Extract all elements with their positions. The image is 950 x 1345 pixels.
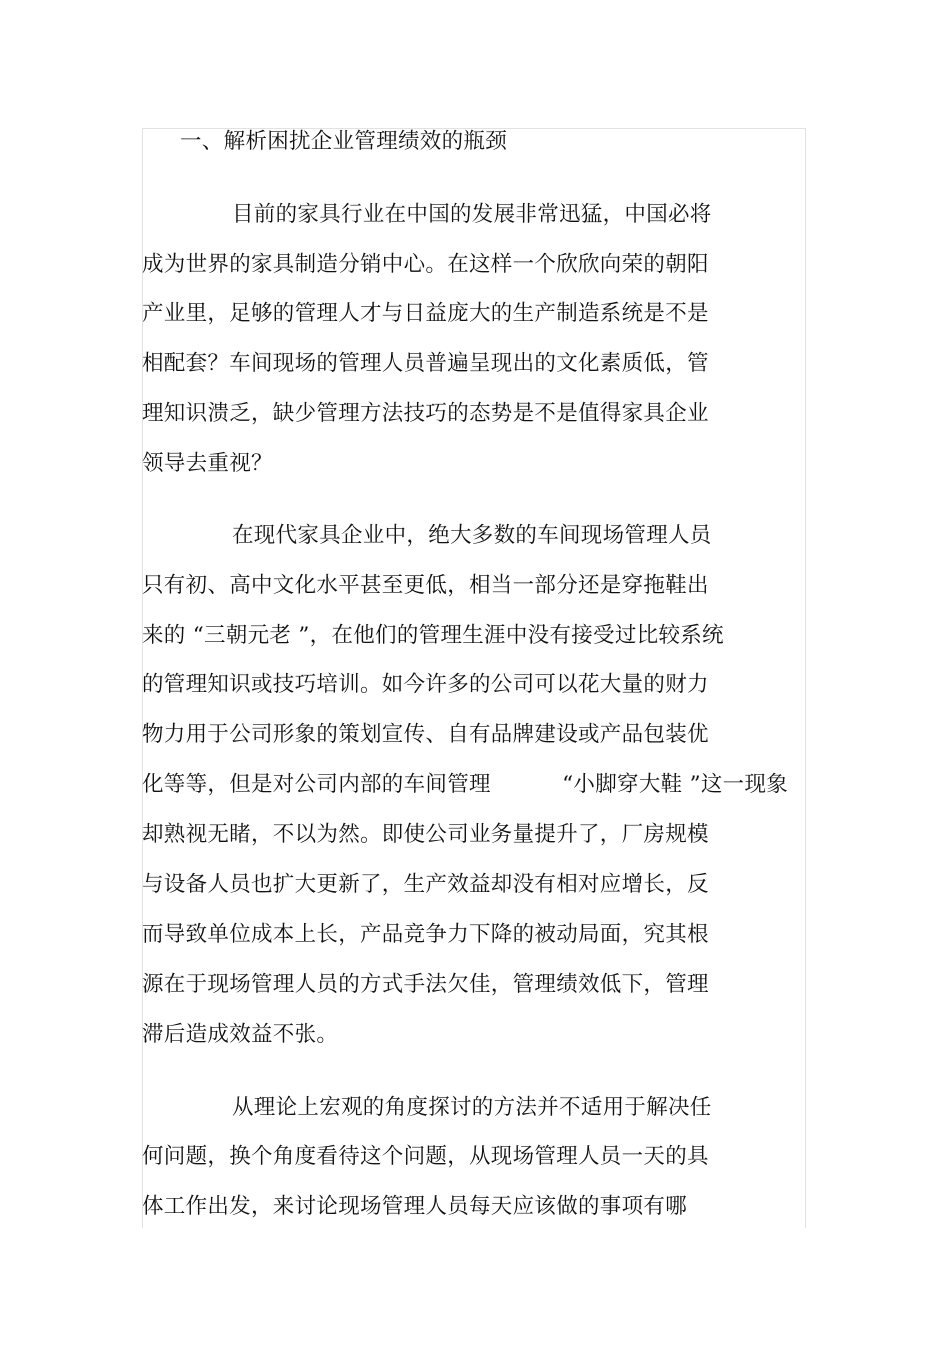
- paragraph-1-line-4: 相配套？车间现场的管理人员普遍呈现出的文化素质低，管: [142, 351, 709, 376]
- paragraph-2-line-2: 只有初、高中文化水平甚至更低，相当一部分还是穿拖鞋出: [142, 573, 709, 598]
- paragraph-2-line-9: 而导致单位成本上长，产品竞争力下降的被动局面，究其根: [142, 922, 709, 947]
- paragraph-2-line-8: 与设备人员也扩大更新了，生产效益却没有相对应增长，反: [142, 872, 709, 897]
- paragraph-2-line-4: 的管理知识或技巧培训。如今许多的公司可以花大量的财力: [142, 672, 709, 697]
- paragraph-2-line-1: 在现代家具企业中，绝大多数的车间现场管理人员: [232, 523, 712, 548]
- paragraph-2-line-7: 却熟视无睹，不以为然。即使公司业务量提升了，厂房规模: [142, 822, 709, 847]
- paragraph-1-line-6: 领导去重视？: [142, 451, 273, 476]
- paragraph-2-line-3: 来的 “三朝元老 ”，在他们的管理生涯中没有接受过比较系统: [142, 623, 724, 648]
- paragraph-3-line-1: 从理论上宏观的角度探讨的方法并不适用于解决任: [232, 1095, 712, 1120]
- section-heading: 一、解析困扰企业管理绩效的瓶颈: [180, 129, 508, 154]
- paragraph-1-line-1: 目前的家具行业在中国的发展非常迅猛，中国必将: [232, 202, 712, 227]
- paragraph-2-line-5: 物力用于公司形象的策划宣传、自有品牌建设或产品包装优: [142, 722, 709, 747]
- paragraph-2-line-11: 滞后造成效益不张。: [142, 1022, 339, 1047]
- paragraph-1-line-2: 成为世界的家具制造分销中心。在这样一个欣欣向荣的朝阳: [142, 252, 709, 277]
- paragraph-1-line-5: 理知识溃乏，缺少管理方法技巧的态势是不是值得家具企业: [142, 401, 709, 426]
- paragraph-2-line-6: 化等等，但是对公司内部的车间管理 “小脚穿大鞋 ”这一现象: [142, 772, 789, 797]
- paragraph-3-line-2: 何问题，换个角度看待这个问题，从现场管理人员一天的具: [142, 1144, 709, 1169]
- paragraph-2-line-10: 源在于现场管理人员的方式手法欠佳，管理绩效低下，管理: [142, 972, 709, 997]
- paragraph-3-line-3: 体工作出发，来讨论现场管理人员每天应该做的事项有哪: [142, 1194, 688, 1219]
- paragraph-1-line-3: 产业里，足够的管理人才与日益庞大的生产制造系统是不是: [142, 301, 709, 326]
